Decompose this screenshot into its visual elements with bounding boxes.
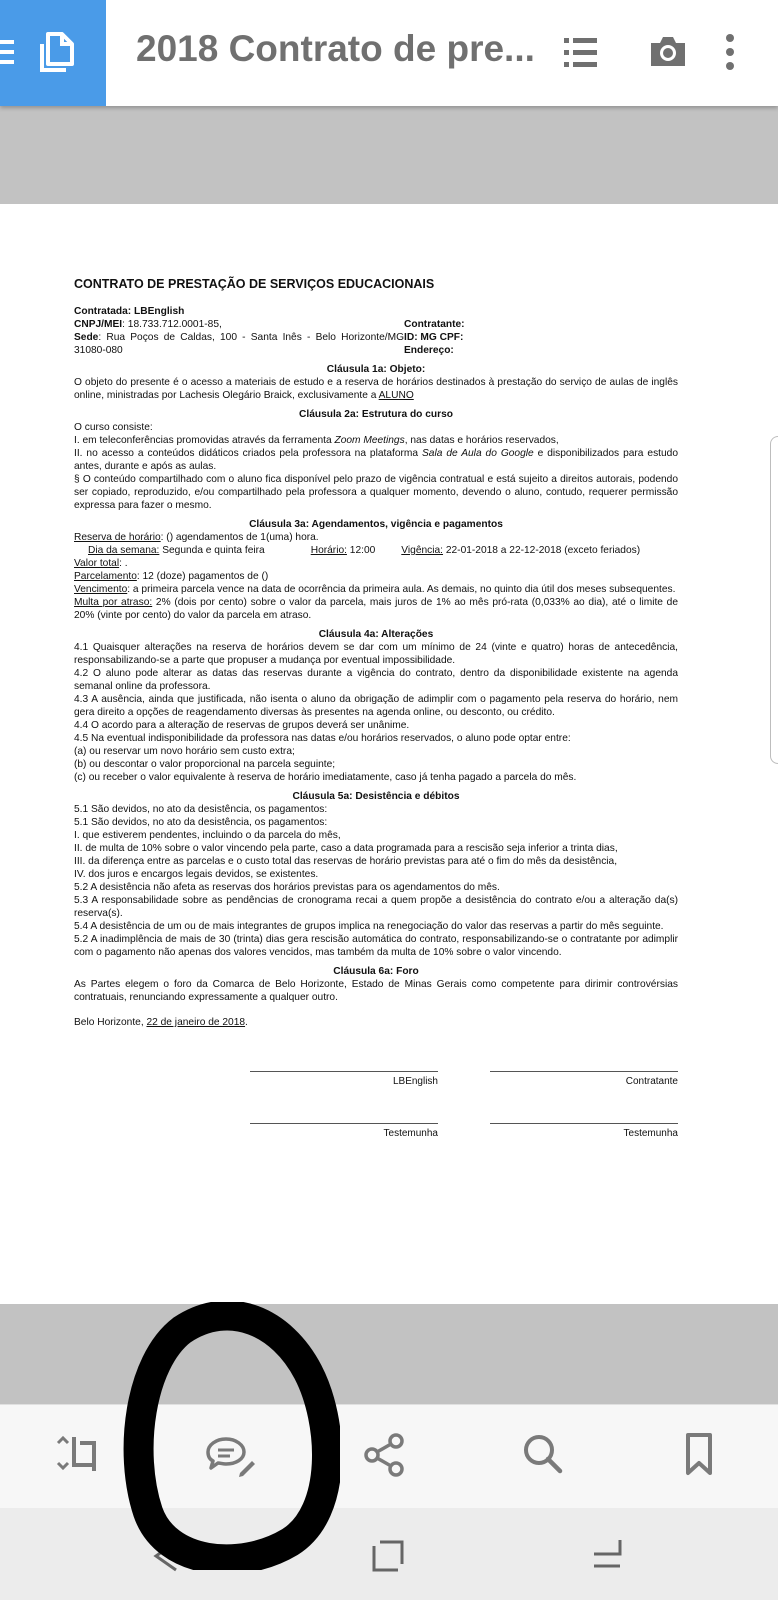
- clause-5-item-iv: IV. dos juros e encargos legais devidos, se existentes.: [74, 869, 319, 880]
- share-icon[interactable]: [364, 1433, 408, 1477]
- contract-text: [74, 278, 678, 1179]
- document-icon: [0, 0, 106, 106]
- signature-testemunha-2: Testemunha: [490, 1123, 678, 1140]
- signature-testemunha-1: Testemunha: [250, 1123, 438, 1140]
- signature-lbenglish: LBEnglish: [250, 1071, 438, 1088]
- system-nav-bar: [0, 1508, 778, 1600]
- clause-3-title: Cláusula 3a: Agendamentos, vigência e pagamentos: [249, 519, 503, 530]
- bookmark-icon[interactable]: [684, 1433, 714, 1477]
- parcelamento-line: Parcelamento: 12 (doze) pagamentos de (): [74, 571, 269, 582]
- clause-4-option-b: (b) ou descontar o valor proporcional na parcela seguinte;: [74, 759, 336, 770]
- contratada-value: LBEnglish: [134, 306, 185, 317]
- clause-5-item-i: I. que estiverem pendentes, incluindo o da parcela do mês,: [74, 830, 341, 841]
- clause-1-title: Cláusula 1a: Objeto:: [326, 364, 426, 375]
- sede-value: : Rua Poços de Caldas, 100 - Santa Inês - Belo Horizonte/MG 31080-080: [74, 332, 404, 356]
- bottom-action-bar: [0, 1404, 778, 1509]
- clause-2-title: Cláusula 2a: Estrutura do curso: [299, 409, 453, 420]
- id-label: ID: MG CPF:: [404, 332, 464, 343]
- clause-2-intro: O curso consiste:: [74, 422, 153, 433]
- clause-5-3: 5.3 A responsabilidade sobre as pendências de cronograma recai a quem propõe a desistência do contrato e/ou a alteração da(s) reserva(s).: [74, 895, 678, 919]
- clause-5-4: 5.4 A desistência de um ou de mais integrantes de grupos implica na renegociação do valor das reservas a partir do mês seguinte.: [74, 921, 664, 932]
- clause-1-text: O objeto do presente é o acesso a materiais de estudo e a reserva de horários destinados à prestação do serviço de aulas de inglês online, ministradas por Lachesis Olegário Braick, exclusivamente a ALUNO: [74, 377, 678, 401]
- contract-title: CONTRATO DE PRESTAÇÃO DE SERVIÇOS EDUCACIONAIS: [74, 277, 435, 291]
- more-vert-icon[interactable]: [722, 30, 738, 76]
- multa-line: Multa por atraso: 2% (dois por cento) sobre o valor da parcela, mais juros de 1% ao mês pró-rata (0,033% ao dia), até o limite de 20% (vinte por cento) do valor da parcela em atraso.: [74, 597, 678, 621]
- cnpj-label: CNPJ/MEI: [74, 319, 123, 330]
- crop-icon[interactable]: [54, 1433, 98, 1477]
- parties-header: [74, 305, 678, 357]
- cnpj-value: : 18.733.712.0001-85,: [122, 319, 222, 330]
- contratada-label: Contratada:: [74, 306, 132, 317]
- clause-4-1: 4.1 Quaisquer alterações na reserva de horários devem se dar com um mínimo de 24 (vinte e quatro) horas de antecedência, responsabilizando-se a parte que propuser a mudança por eventual impossibilidade.: [74, 642, 678, 666]
- clause-5-item-ii: II. de multa de 10% sobre o valor vincendo pela parte, caso a data programada para a rescisão seja inferior a trinta dias,: [74, 843, 618, 854]
- sede-label: Sede: [74, 332, 99, 343]
- reserva-line: Reserva de horário: () agendamentos de 1(uma) hora.: [74, 532, 319, 543]
- place-date: Belo Horizonte, 22 de janeiro de 2018.: [74, 1017, 248, 1028]
- app-toolbar: [0, 0, 778, 106]
- document-page[interactable]: [0, 204, 778, 1304]
- clause-4-title: Cláusula 4a: Alterações: [318, 629, 434, 640]
- clause-4-option-c: (c) ou receber o valor equivalente à reserva de horário imediatamente, caso já tenha pagado a parcela do mês.: [74, 772, 577, 783]
- clause-2-paragraph: § O conteúdo compartilhado com o aluno fica disponível pelo prazo de vigência contratual e está sujeito a direitos autorais, podendo ser copiado, reproduzido, e/ou compartilhado pela professora a qualquer momento, devendo o aluno, contudo, requerer permissão expressa para fazer o mesmo.: [74, 474, 678, 511]
- contratante-label: Contratante:: [404, 319, 465, 330]
- search-icon[interactable]: [522, 1433, 566, 1477]
- vencimento-line: Vencimento: a primeira parcela vence na data de ocorrência da primeira aula. As demais, no quinto dia útil dos meses subsequentes.: [74, 584, 676, 595]
- document-menu-button[interactable]: [0, 0, 106, 106]
- recents-icon[interactable]: [370, 1538, 406, 1574]
- list-icon[interactable]: [562, 30, 602, 76]
- camera-icon[interactable]: [648, 30, 688, 76]
- schedule-line: Dia da semana: Segunda e quinta feira Horário: 12:00 Vigência: 22-01-2018 a 22-12-2018 (exceto feriados): [88, 545, 641, 556]
- clause-5-title: Cláusula 5a: Desistência e débitos: [292, 791, 460, 802]
- page-gap-top: [0, 106, 778, 204]
- clause-5-1b: 5.1 São devidos, no ato da desistência, os pagamentos:: [74, 817, 328, 828]
- document-title: 2018 Contrato de pre...: [136, 28, 535, 69]
- comment-edit-icon[interactable]: [206, 1433, 256, 1477]
- signature-contratante: Contratante: [490, 1071, 678, 1088]
- endereco-label: Endereço:: [404, 345, 454, 356]
- back-icon[interactable]: [150, 1538, 186, 1574]
- clause-6-text: As Partes elegem o foro da Comarca de Belo Horizonte, Estado de Minas Gerais como competente para dirimir controvérsias contratuais, renunciando expressamente a qualquer outro.: [74, 979, 678, 1003]
- valor-line: Valor total: .: [74, 558, 128, 569]
- scroll-handle[interactable]: [770, 436, 778, 764]
- clause-5-item-iii: III. da diferença entre as parcelas e o custo total das reservas de horário previstas para até o fim do mês da desistência,: [74, 856, 618, 867]
- clause-5-2: 5.2 A desistência não afeta as reservas dos horários previstas para os agendamentos do mês.: [74, 882, 500, 893]
- home-icon[interactable]: [590, 1538, 626, 1574]
- clause-6-title: Cláusula 6a: Foro: [333, 966, 419, 977]
- clause-4-3: 4.3 A ausência, ainda que justificada, não isenta o aluno da obrigação de adimplir com o pagamento pela reserva do horário, nem gera direito a opções de reagendamento diversas às presentes na agenda online, ou desconto, ou crédito.: [74, 694, 678, 718]
- clause-4-4: 4.4 O acordo para a alteração de reservas de grupos deverá ser unânime.: [74, 720, 410, 731]
- clause-5-1a: 5.1 São devidos, no ato da desistência, os pagamentos:: [74, 804, 328, 815]
- clause-4-2: 4.2 O aluno pode alterar as datas das reservas durante a vigência do contrato, dentro da disponibilidade existente na agenda semanal online da professora.: [74, 668, 678, 692]
- clause-2-item-i: I. em teleconferências promovidas através da ferramenta Zoom Meetings, nas datas e horários reservados,: [74, 435, 559, 446]
- page-gap-bottom: [0, 1304, 778, 1404]
- clause-2-item-ii: II. no acesso a conteúdos didáticos criados pela professora na plataforma Sala de Aula do Google e disponibilizados para estudo antes, durante e após as aulas.: [74, 448, 678, 472]
- clause-4-option-a: (a) ou reservar um novo horário sem custo extra;: [74, 746, 295, 757]
- clause-5-5: 5.2 A inadimplência de mais de 30 (trinta) dias gera rescisão automática do contrato, responsabilizando-se o contratante por adimplir com o pagamento não apenas dos valores vencidos, mas também da multa de 10% sobre o valor vincendo.: [74, 934, 678, 958]
- clause-4-5: 4.5 Na eventual indisponibilidade da professora nas datas e/ou horários reservados, o aluno pode optar entre:: [74, 733, 571, 744]
- signatures: [74, 1049, 678, 1179]
